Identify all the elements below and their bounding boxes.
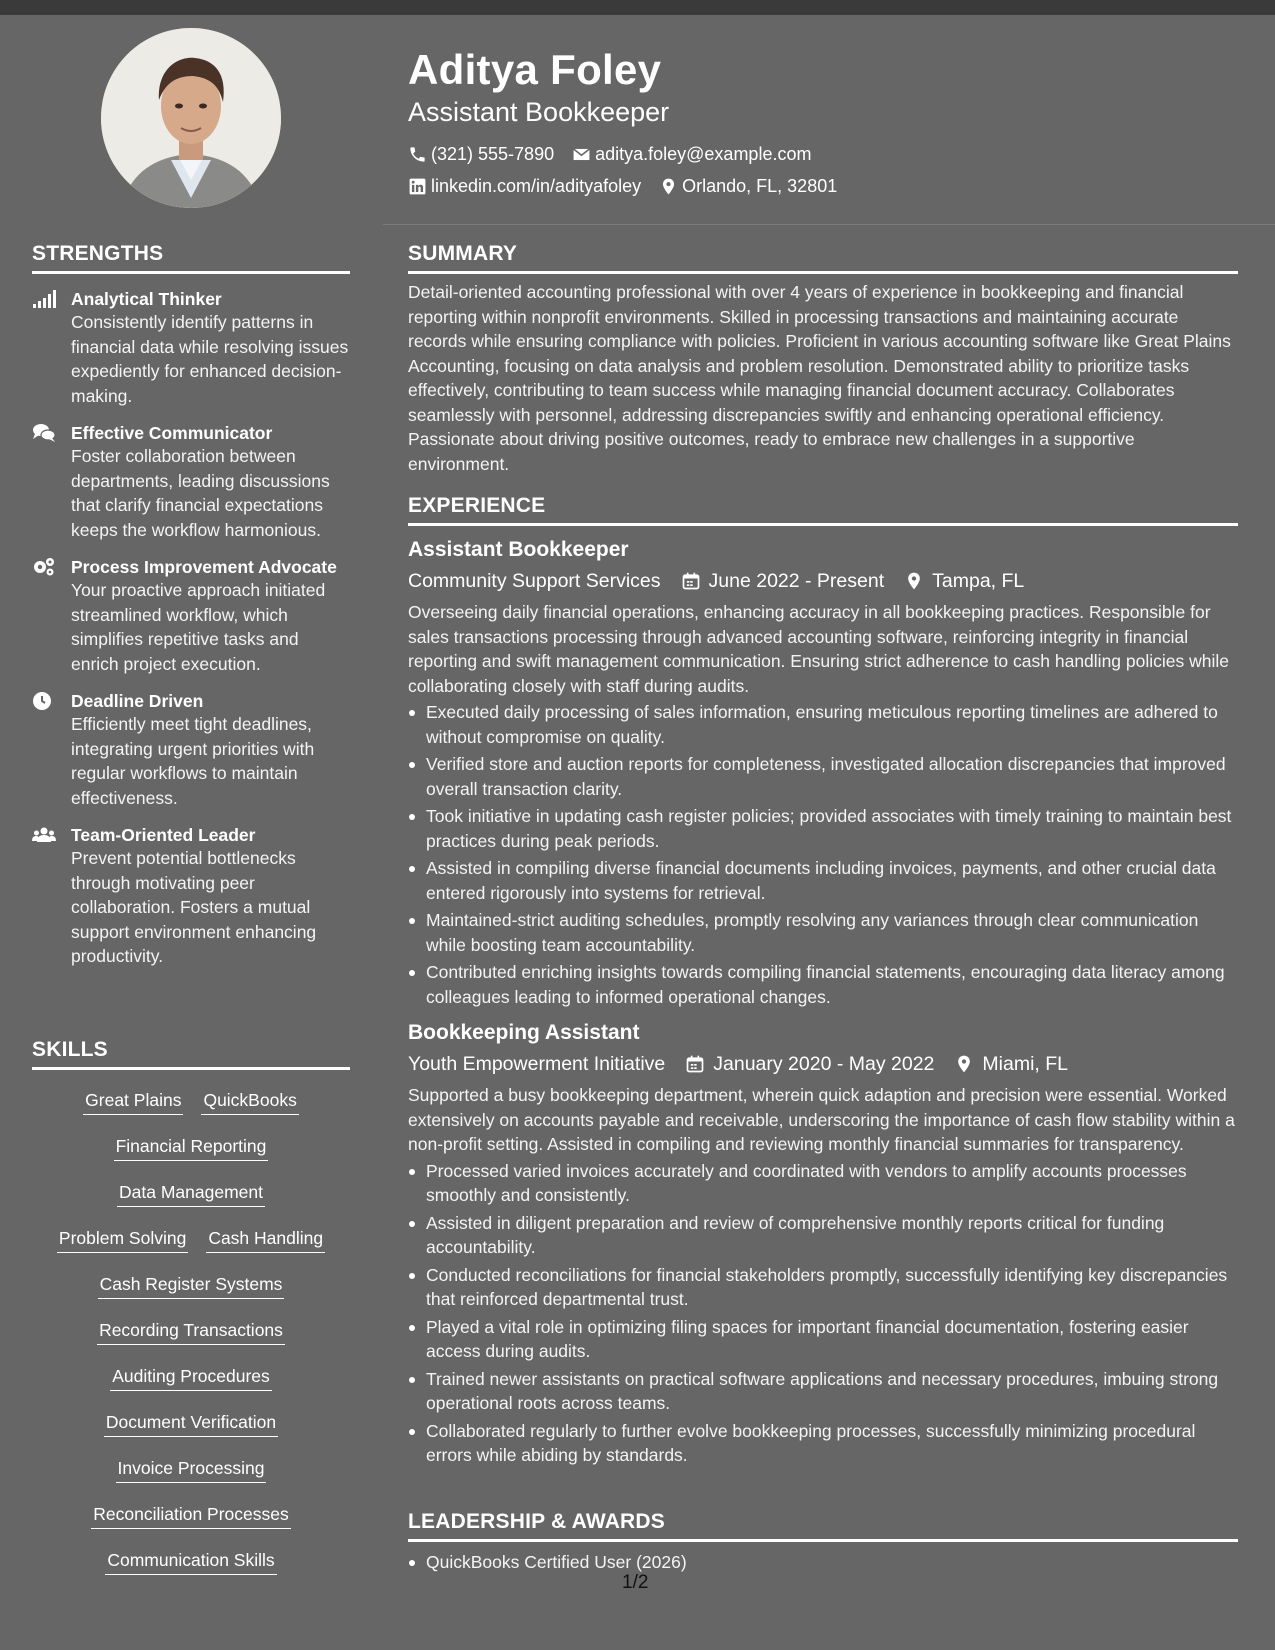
strength-item	[32, 422, 350, 542]
linkedin-contact[interactable]	[408, 170, 641, 202]
gears-icon	[32, 557, 56, 577]
strength-desc: Consistently identify patterns in financial data while resolving issues expediently for enhanced decision-making.	[71, 312, 349, 406]
list-item: Maintained-strict auditing schedules, promptly resolving any variances through clear communication while boosting team accountability.	[408, 908, 1238, 957]
list-item: Processed varied invoices accurately and coordinated with vendors to amplify accounts processes smoothly and consistently.	[408, 1159, 1238, 1208]
email-text: aditya.foley@example.com	[595, 144, 812, 164]
strength-desc: Efficiently meet tight deadlines, integrating urgent priorities with regular workflows to maintain effectiveness.	[71, 714, 315, 808]
phone-icon	[408, 145, 427, 164]
strength-title: Process Improvement Advocate	[71, 557, 337, 577]
skill-tag: Reconciliation Processes	[91, 1498, 291, 1529]
leadership-section	[408, 1510, 1238, 1578]
list-item: Conducted reconciliations for financial stakeholders promptly, successfully identifying key discrepancies that reinforced departmental trust.	[408, 1263, 1238, 1312]
calendar-icon	[681, 571, 701, 591]
strength-desc: Your proactive approach initiated streamlined workflow, which simplifies repetitive tasks and enrich project execution.	[71, 580, 326, 674]
skill-list	[32, 1084, 350, 1590]
job-meta	[408, 1049, 1238, 1079]
clock-icon	[32, 691, 56, 711]
skills-section	[32, 1038, 350, 1590]
skills-title: SKILLS	[32, 1038, 350, 1070]
phone-contact[interactable]	[408, 138, 554, 170]
skill-tag: Problem Solving	[57, 1222, 188, 1253]
candidate-role: Assistant Bookkeeper	[408, 97, 670, 127]
experience-title: EXPERIENCE	[408, 494, 1238, 526]
page-number: 1/2	[622, 1572, 649, 1593]
list-item: Took initiative in updating cash register policies; provided associates with timely training to maintain best practices during peak periods.	[408, 804, 1238, 853]
leadership-title: LEADERSHIP & AWARDS	[408, 1510, 1238, 1542]
list-item: Contributed enriching insights towards compiling financial statements, encouraging data literacy among colleagues leading to informed operational changes.	[408, 960, 1238, 1009]
calendar-icon	[685, 1054, 705, 1074]
list-item: Assisted in compiling diverse financial documents including invoices, payments, and other crucial data entered rigorously into systems for retrieval.	[408, 856, 1238, 905]
skill-tag: Auditing Procedures	[110, 1360, 272, 1391]
map-pin-icon	[904, 571, 924, 591]
job-entry	[408, 536, 1238, 1009]
location-text: Orlando, FL, 32801	[682, 176, 838, 196]
strength-item	[32, 556, 350, 676]
list-item: Played a vital role in optimizing filing spaces for important financial documentation, fostering easier access during audits.	[408, 1315, 1238, 1364]
phone-text: (321) 555-7890	[431, 144, 555, 164]
job-company: Community Support Services	[408, 570, 661, 592]
users-icon	[32, 825, 56, 845]
skill-tag: Financial Reporting	[114, 1130, 269, 1161]
job-company: Youth Empowerment Initiative	[408, 1053, 666, 1075]
job-description: Overseeing daily financial operations, enhancing accuracy in all bookkeeping practices. Responsible for sales transactions processing through advanced accounting software, reinforcing integrity in financial reporting and swift management communication. Ensuring strict adherence to cash handling policies while collaborating closely with staff during audits.	[408, 602, 1229, 696]
signal-bars-icon	[32, 289, 56, 309]
job-entry	[408, 1019, 1238, 1468]
strength-item	[32, 288, 350, 408]
job-bullets	[408, 1159, 1238, 1468]
skill-tag: QuickBooks	[201, 1084, 298, 1115]
profile-photo	[101, 28, 281, 208]
list-item: Assisted in diligent preparation and review of comprehensive monthly reports critical for funding accountability.	[408, 1211, 1238, 1260]
envelope-icon	[572, 145, 591, 164]
strengths-section	[32, 242, 350, 969]
list-item: Executed daily processing of sales information, ensuring meticulous reporting timelines are adhered to without compromise on quality.	[408, 700, 1238, 749]
contact-info	[408, 138, 1238, 202]
strength-title: Analytical Thinker	[71, 289, 222, 309]
summary-title: SUMMARY	[408, 242, 1238, 274]
job-dates: January 2020 - May 2022	[713, 1053, 935, 1075]
strengths-title: STRENGTHS	[32, 242, 350, 274]
job-dates: June 2022 - Present	[708, 570, 885, 592]
job-location: Miami, FL	[982, 1053, 1068, 1075]
email-contact[interactable]	[572, 138, 811, 170]
job-title: Bookkeeping Assistant	[408, 1021, 640, 1044]
leadership-list	[408, 1550, 1238, 1575]
job-description: Supported a busy bookkeeping department, wherein quick adaption and precision were essential. Worked extensively on accounts payable and receivable, underscoring the importance of cash flow stability within a non-profit setting. Assisted in compiling and reviewing monthly financial summaries for transparency.	[408, 1085, 1235, 1154]
skill-tag: Data Management	[117, 1176, 265, 1207]
top-bar	[0, 0, 1275, 15]
experience-section	[408, 494, 1238, 1471]
list-item: Verified store and auction reports for completeness, investigated allocation discrepancies that improved overall transaction clarity.	[408, 752, 1238, 801]
job-title: Assistant Bookkeeper	[408, 538, 629, 561]
summary-text: Detail-oriented accounting professional with over 4 years of experience in bookkeeping and financial reporting within nonprofit environments. Skilled in processing transactions and maintaining accurate records while ensuring compliance with policies. Proficient in various accounting software like Great Plains Accounting, focusing on data analysis and problem resolution. Demonstrated ability to prioritize tasks effectively, contributing to team success while managing financial document accuracy. Collaborates seamlessly with personnel, addressing discrepancies swiftly and enhancing operational efficiency. Passionate about driving positive outcomes, ready to embrace new challenges in a supportive environment.	[408, 282, 1231, 474]
job-meta	[408, 566, 1238, 596]
job-location: Tampa, FL	[932, 570, 1025, 592]
location-contact	[659, 170, 837, 202]
map-pin-icon	[659, 177, 678, 196]
strength-title: Effective Communicator	[71, 423, 273, 443]
skill-tag: Great Plains	[83, 1084, 183, 1115]
skill-tag: Invoice Processing	[116, 1452, 267, 1483]
skill-tag: Recording Transactions	[97, 1314, 285, 1345]
linkedin-text: linkedin.com/in/adityafoley	[431, 176, 642, 196]
strength-title: Team-Oriented Leader	[71, 825, 256, 845]
strength-item	[32, 690, 350, 810]
candidate-name: Aditya Foley	[408, 46, 662, 93]
strength-desc: Foster collaboration between departments, leading discussions that clarify financial expectations keeps the workflow harmonious.	[71, 446, 330, 540]
job-bullets	[408, 700, 1238, 1009]
skill-tag: Cash Register Systems	[98, 1268, 285, 1299]
strength-desc: Prevent potential bottlenecks through motivating peer collaboration. Fosters a mutual support environment enhancing productivity.	[71, 848, 317, 966]
linkedin-icon	[408, 177, 427, 196]
skill-tag: Communication Skills	[105, 1544, 276, 1575]
header-divider	[383, 224, 1275, 225]
resume-header	[408, 44, 1238, 202]
chat-bubbles-icon	[32, 423, 56, 443]
skill-tag: Document Verification	[104, 1406, 278, 1437]
list-item: Collaborated regularly to further evolve bookkeeping processes, successfully minimizing procedural errors while abiding by standards.	[408, 1419, 1238, 1468]
list-item: Trained newer assistants on practical software applications and necessary procedures, imbuing strong operational roots across teams.	[408, 1367, 1238, 1416]
summary-section	[408, 242, 1238, 476]
skill-tag: Cash Handling	[206, 1222, 325, 1253]
strength-item	[32, 824, 350, 969]
strength-title: Deadline Driven	[71, 691, 204, 711]
list-item: QuickBooks Certified User (2026)	[408, 1550, 1238, 1575]
map-pin-icon	[954, 1054, 974, 1074]
